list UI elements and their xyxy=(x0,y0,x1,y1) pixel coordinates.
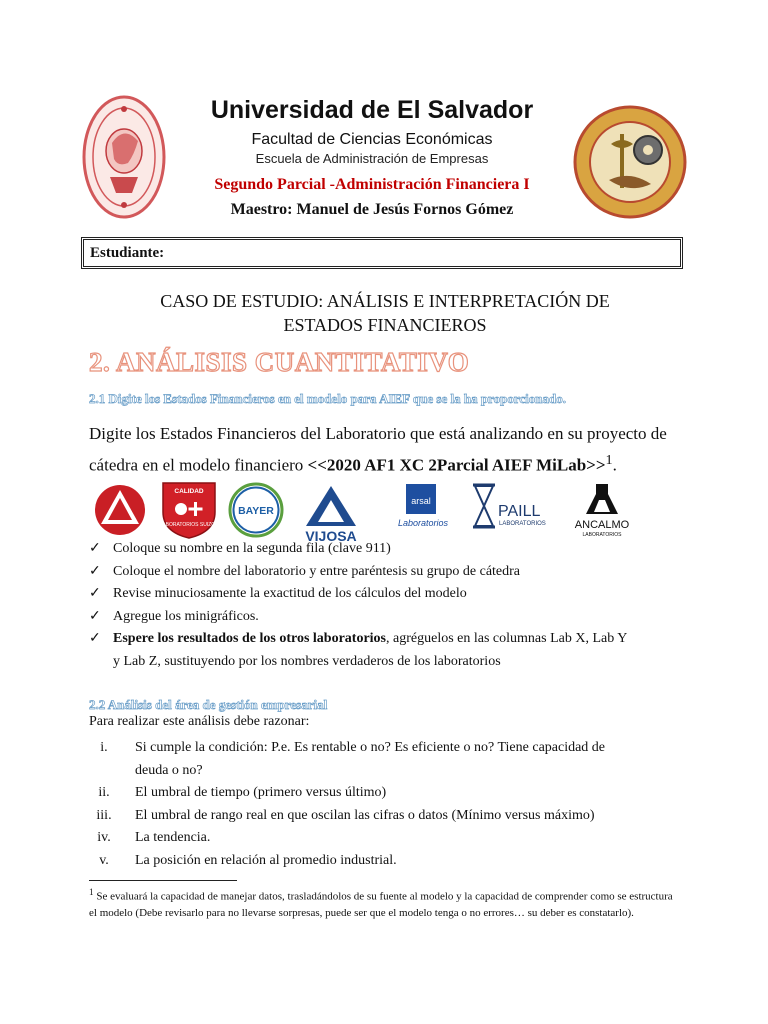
list-item-text: La posición en relación al promedio industrial. xyxy=(135,852,397,868)
vijosa-logo-icon xyxy=(296,484,366,544)
faculty-name: Facultad de Ciencias Económicas xyxy=(251,131,493,148)
exam-title: Segundo Parcial -Administración Financiera I xyxy=(214,176,530,193)
model-reference: <<2020 AF1 XC 2Parcial AIEF MiLab>> xyxy=(307,455,606,475)
list-number: iv. xyxy=(97,830,111,845)
ancalmo-logo-icon xyxy=(566,480,638,540)
footnote-text: Se evaluará la capacidad de manejar datos, trasladándolos de su fuente al modelo y la capacidad de comprender como se estructura el modelo (Debe revisarlo para no llevarse sorpresas, puede ser que el modelo tenga o no errores… su deber es constatarlo). xyxy=(89,890,673,919)
list-item-text: Coloque su nombre en la segunda fila (clave 911) xyxy=(113,541,391,556)
arsal-logo-icon xyxy=(390,480,460,540)
footnote-mark: 1 xyxy=(605,452,613,468)
arsal-text: arsal xyxy=(411,496,431,506)
list-item xyxy=(89,628,689,651)
calidad-lab-logo-icon xyxy=(160,480,218,540)
case-title-line-1: CASO DE ESTUDIO: ANÁLISIS E INTERPRETACIÓN DE xyxy=(160,291,610,311)
list-number: i. xyxy=(100,740,108,755)
checkmark-icon: ✓ xyxy=(89,586,101,601)
list-item xyxy=(89,827,689,850)
footnote-number: 1 xyxy=(89,887,94,897)
checkmark-icon: ✓ xyxy=(89,608,101,624)
calidad-sub-text: LABORATORIOS SUIZOS xyxy=(160,522,218,528)
list-item-text: Revise minuciosamente la exactitud de los cálculos del modelo xyxy=(113,586,467,601)
triangle-lab-logo-icon xyxy=(92,480,148,540)
section-heading: 2. ANÁLISIS CUANTITATIVO xyxy=(89,347,470,377)
list-item-text: Agregue los minigráficos. xyxy=(113,608,259,624)
list-item-text: El umbral de rango real en que oscilan las cifras o datos (Mínimo versus máximo) xyxy=(135,807,595,823)
case-study-title xyxy=(60,289,710,337)
checkmark-icon: ✓ xyxy=(89,631,101,646)
reason-intro: Para realizar este análisis debe razonar: xyxy=(89,714,310,729)
school-name: Escuela de Administración de Empresas xyxy=(255,151,489,166)
calidad-text: CALIDAD xyxy=(174,488,204,495)
vijosa-text: VIJOSA xyxy=(305,528,357,544)
list-item-text: , agréguelos en las columnas Lab X, Lab Y xyxy=(386,631,628,646)
teacher-name: Maestro: Manuel de Jesús Fornos Gómez xyxy=(230,201,514,218)
footnote xyxy=(89,884,679,921)
list-item xyxy=(89,782,689,805)
list-item-text: La tendencia. xyxy=(135,830,211,845)
list-number: ii. xyxy=(98,785,110,800)
list-item xyxy=(89,737,689,760)
checkmark-icon: ✓ xyxy=(89,563,101,579)
intro-paragraph xyxy=(89,421,689,479)
checkmark-icon: ✓ xyxy=(89,541,101,556)
paill-logo-icon xyxy=(472,480,556,540)
list-item xyxy=(89,561,689,584)
list-number: iii. xyxy=(96,807,112,823)
list-item-text: El umbral de tiempo (primero versus último) xyxy=(135,785,387,800)
list-item-text: y Lab Z, sustituyendo por los nombres verdaderos de los laboratorios xyxy=(113,653,501,669)
list-item xyxy=(89,538,689,561)
list-item-text: Si cumple la condición: P.e. Es rentable o no? Es eficiente o no? Tiene capacidad de xyxy=(135,740,606,755)
list-item-continuation xyxy=(89,760,689,783)
list-item-bold-text: Espere los resultados de los otros laboratorios xyxy=(113,631,387,646)
subsection-heading-2-1: 2.1 Digite los Estados Financieros en el modelo para AIEF que se la ha proporcionado. xyxy=(89,391,566,406)
intro-period: . xyxy=(612,455,617,475)
university-name: Universidad de El Salvador xyxy=(210,96,534,124)
intro-text: Digite los Estados Financieros del Laboratorio que está analizando en su proyecto de cátedra en el modelo financiero xyxy=(89,424,667,475)
ancalmo-text: ANCALMO xyxy=(574,519,630,531)
bayer-text: BAYER xyxy=(238,505,274,517)
list-item xyxy=(89,583,689,606)
list-item-text: Coloque el nombre del laboratorio y entre paréntesis su grupo de cátedra xyxy=(113,563,521,579)
checklist xyxy=(89,538,689,673)
list-item xyxy=(89,606,689,629)
case-title-line-2: ESTADOS FINANCIEROS xyxy=(283,315,487,335)
list-item-text: deuda o no? xyxy=(135,762,203,778)
subsection-heading-2-2: 2.2 Análisis del área de gestión empresarial xyxy=(89,697,328,712)
list-item-continuation xyxy=(89,651,689,674)
arsal-sub-text: Laboratorios xyxy=(397,518,449,528)
paill-text: PAILL xyxy=(498,503,541,520)
footnote-divider xyxy=(89,880,237,881)
list-item xyxy=(89,805,689,828)
list-number: v. xyxy=(99,852,109,868)
list-item xyxy=(89,850,689,873)
bayer-logo-icon xyxy=(228,480,284,540)
ancalmo-sub-text: LABORATORIOS xyxy=(582,532,622,538)
student-name-box[interactable] xyxy=(81,237,683,269)
paill-sub-text: LABORATORIOS xyxy=(499,521,546,527)
reasons-list xyxy=(89,737,689,872)
student-label: Estudiante: xyxy=(90,245,165,261)
